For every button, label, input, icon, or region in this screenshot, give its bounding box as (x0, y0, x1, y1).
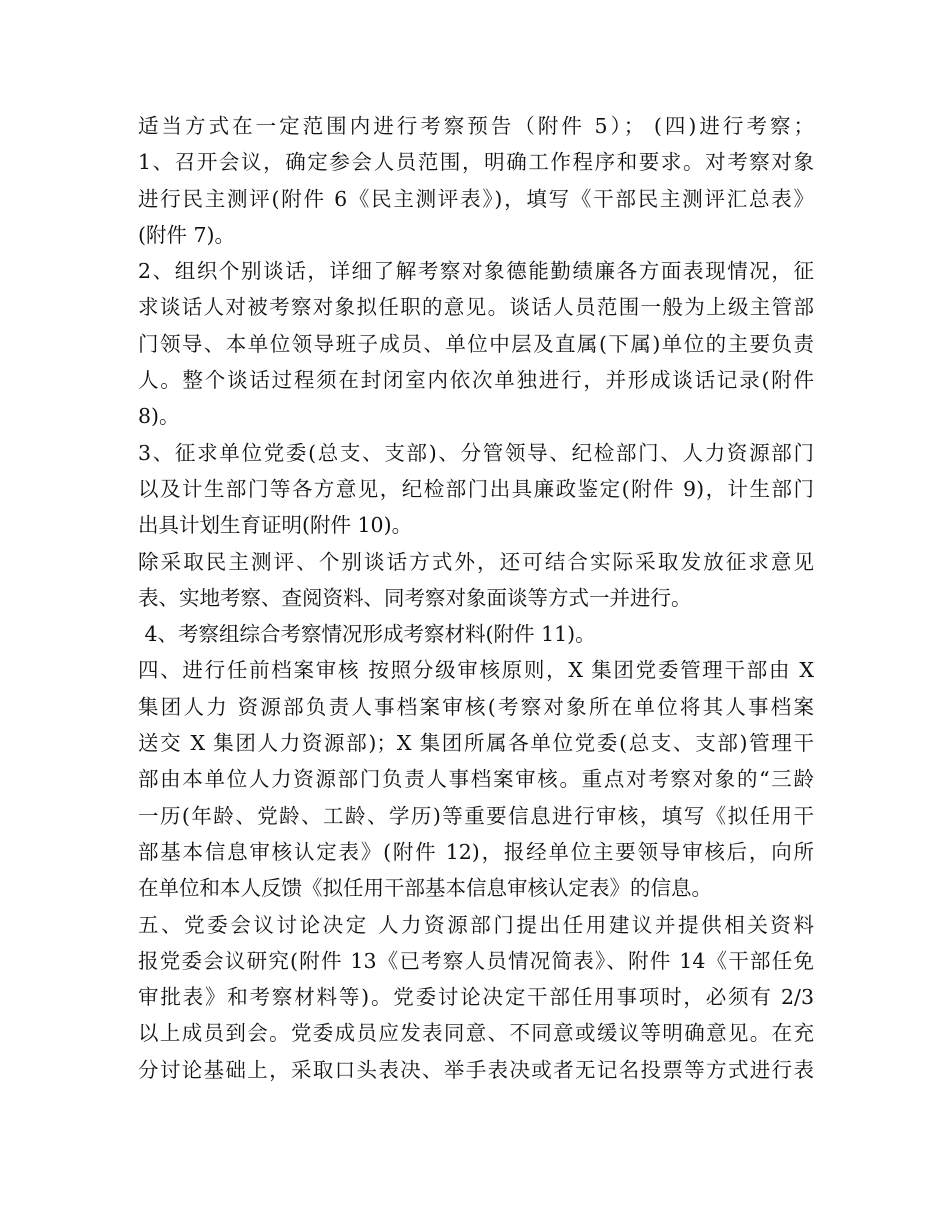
text-line: 进行民主测评(附件 6《民主测评表》)，填写《干部民主测评汇总表》 (138, 186, 814, 211)
text-line: 以上成员到会。党委成员应发表同意、不同意或缓议等明确意见。在充 (138, 1021, 814, 1046)
text-line: 4、考察组综合考察情况形成考察材料(附件 11)。 (138, 622, 596, 647)
text-line: 8)。 (138, 404, 180, 429)
text-line: 送交 X 集团人力资源部)；X 集团所属各单位党委(总支、支部)管理干 (138, 731, 814, 756)
text-line: 以及计生部门等各方意见，纪检部门出具廉政鉴定(附件 9)，计生部门 (138, 476, 814, 501)
text-line: 2、组织个别谈话，详细了解考察对象德能勤绩廉各方面表现情况，征 (138, 259, 814, 284)
text-line: 人。整个谈话过程须在封闭室内依次单独进行，并形成谈话记录(附件 (138, 368, 814, 393)
text-line: 部由本单位人力资源部门负责人事档案审核。重点对考察对象的“三龄 (138, 767, 814, 792)
text-line: 除采取民主测评、个别谈话方式外，还可结合实际采取发放征求意见 (138, 549, 814, 574)
text-line: 报党委会议研究(附件 13《已考察人员情况简表》、附件 14《干部任免 (138, 948, 814, 973)
text-line: 审批表》和考察材料等)。党委讨论决定干部任用事项时，必须有 2/3 (138, 985, 814, 1010)
document-body (138, 108, 814, 1088)
text-line: 五、党委会议讨论决定 人力资源部门提出任用建议并提供相关资料 (138, 912, 814, 937)
text-line: 门领导、本单位领导班子成员、单位中层及直属(下属)单位的主要负责 (138, 331, 814, 356)
text-line: 分讨论基础上，采取口头表决、举手表决或者无记名投票等方式进行表 (138, 1057, 814, 1082)
text-line: 1、召开会议，确定参会人员范围，明确工作程序和要求。对考察对象 (138, 150, 814, 175)
text-line: 适当方式在一定范围内进行考察预告（附件 5）； (四)进行考察； (138, 114, 814, 138)
text-line: 求谈话人对被考察对象拟任职的意见。谈话人员范围一般为上级主管部 (138, 295, 814, 320)
text-line: 一历(年龄、党龄、工龄、学历)等重要信息进行审核，填写《拟任用干 (138, 803, 814, 828)
text-line: 表、实地考察、查阅资料、同考察对象面谈等方式一并进行。 (138, 585, 692, 610)
text-line: 3、征求单位党委(总支、支部)、分管领导、纪检部门、人力资源部门 (138, 440, 814, 465)
text-line: 四、进行任前档案审核 按照分级审核原则，X 集团党委管理干部由 X (138, 658, 814, 683)
text-line: 出具计划生育证明(附件 10)。 (138, 513, 413, 538)
text-line: (附件 7)。 (138, 222, 236, 247)
text-line: 在单位和本人反馈《拟任用干部基本信息审核认定表》的信息。 (138, 876, 712, 901)
text-line: 部基本信息审核认定表》(附件 12)，报经单位主要领导审核后，向所 (138, 839, 814, 864)
text-line: 集团人力 资源部负责人事档案审核(考察对象所在单位将其人事档案 (138, 694, 814, 719)
